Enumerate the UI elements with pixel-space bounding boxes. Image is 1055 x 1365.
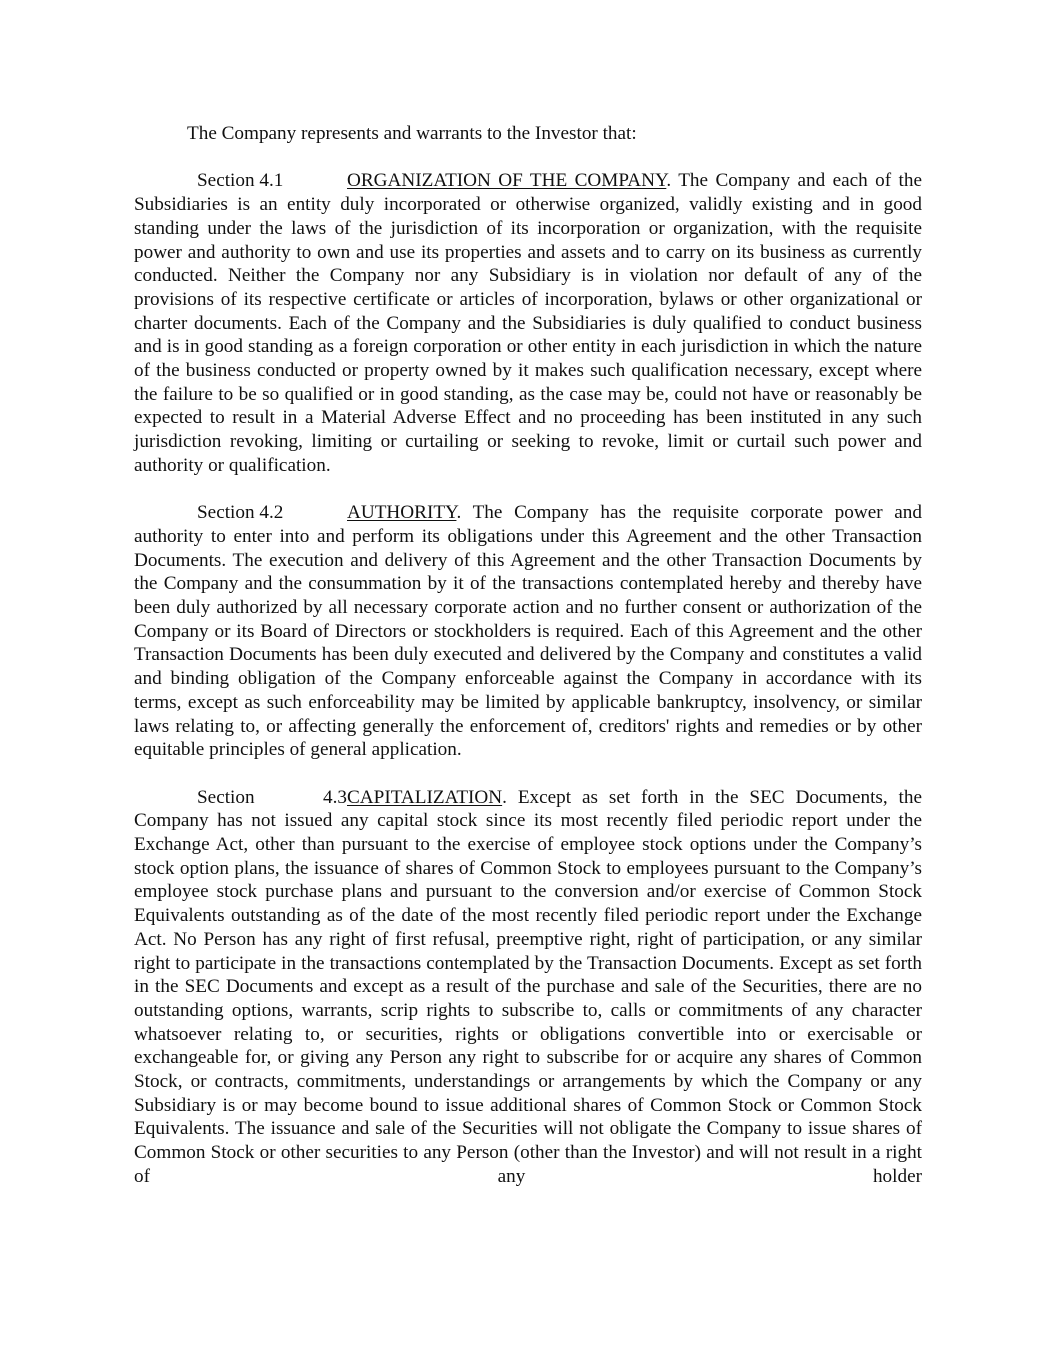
section-4-3 [134,786,922,1189]
section-number: Section 4.2 [197,502,284,524]
section-body: . The Company has the requisite corporate power and authority to enter into and perform its obligations under this Agreement and the other Transaction Documents. The execution and delivery of this Agreement and the other Transaction Documents by the Company and the consummation by it of the transactions contemplated hereby and thereby have been duly authorized by all necessary corporate action and no further consent or authorization of the Company or its Board of Directors or stockholders is required. Each of this Agreement and the other Transaction Documents has been duly executed and delivered by the Company and constitutes a valid and binding obligation of the Company enforceable against the Company in accordance with its terms, except as such enforceability may be limited by applicable bankruptcy, insolvency, or similar laws relating to, or affecting generally the enforcement of, creditors' rights and remedies or by other equitable principles of general application. [134,502,922,761]
section-title: AUTHORITY [347,502,457,524]
section-title: ORGANIZATION OF THE COMPANY [347,170,667,192]
section-body: . The Company and each of the Subsidiaries is an entity duly incorporated or otherwise organized, validly existing and in good standing under the laws of the jurisdiction of its incorporation or organization, with the requisite power and authority to own and use its properties and assets and to carry on its business as currently conducted. Neither the Company nor any Subsidiary is in violation nor default of any of the provisions of its respective certificate or articles of incorporation, bylaws or other organizational or charter documents. Each of the Company and the Subsidiaries is duly qualified to conduct business and is in good standing as a foreign corporation or other entity in each jurisdiction in which the nature of the business conducted or property owned by it makes such qualification necessary, except where the failure to be so qualified or in good standing, as the case may be, could not have or reasonably be expected to result in a Material Adverse Effect and no proceeding has been instituted in any such jurisdiction revoking, limiting or curtailing or seeking to revoke, limit or curtail such power and authority or qualification. [134,170,922,476]
section-body: . Except as set forth in the SEC Documents, the Company has not issued any capital stock since its most recently filed periodic report under the Exchange Act, other than pursuant to the exercise of employee stock options under the Company’s stock option plans, the issuance of shares of Common Stock to employees pursuant to the Company’s employee stock purchase plans and pursuant to the conversion and/or exercise of Common Stock Equivalents outstanding as of the date of the most recently filed periodic report under the Exchange Act. No Person has any right of first refusal, preemptive right, right of participation, or any similar right to participate in the transactions contemplated by the Transaction Documents. Except as set forth in the SEC Documents and except as a result of the purchase and sale of the Securities, there are no outstanding options, warrants, scrip rights to subscribe to, calls or commitments of any character whatsoever relating to, or securities, rights or obligations convertible into or exercisable or exchangeable for, or giving any Person any right to subscribe for or acquire any shares of Common Stock, or contracts, commitments, understandings or arrangements by which the Company or any Subsidiary is or may become bound to issue additional shares of Common Stock or Common Stock Equivalents. The issuance and sale of the Securities will not obligate the Company to issue shares of Common Stock or other securities to any Person (other than the Investor) and will not result in a right of any holder [134,786,922,1187]
intro-paragraph: The Company represents and warrants to the Investor that: [187,123,637,144]
section-number: Section 4.1 [197,170,284,192]
document-page [134,122,922,1212]
section-4-2 [134,501,922,762]
section-title: CAPITALIZATION [347,786,503,808]
section-4-1 [134,169,922,477]
section-number: Section 4.3 [197,786,347,808]
